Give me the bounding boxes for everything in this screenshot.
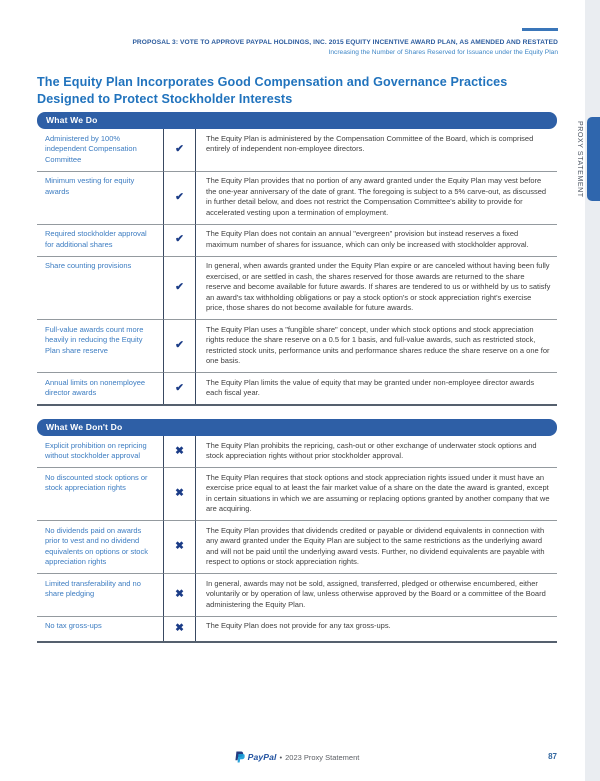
x-icon: ✖ [163,520,196,573]
row-label: Full-value awards count more heavily in reducing the Equity Plan share reserve [37,319,163,372]
row-label: No tax gross-ups [37,616,163,642]
footer-separator: • [279,752,283,762]
paypal-logo-icon [235,751,245,763]
check-icon: ✔ [163,319,196,372]
row-description: The Equity Plan requires that stock options and stock appreciation rights issued under it must have an exercise price equal to at least the fair market value of a share on the date the award is granted, except in certain situations in which we are assuming or replacing options granted by another company that we are acquiring. [196,467,557,520]
row-label: No discounted stock options or stock appreciation rights [37,467,163,520]
table-row [37,573,557,616]
table-row [37,224,557,256]
row-label: Limited transferability and no share pledging [37,573,163,616]
what-we-do-table [37,112,557,406]
row-label: Share counting provisions [37,256,163,320]
table-row [37,436,557,467]
footer-brand-wordmark: PayPal [247,752,277,762]
check-icon: ✔ [163,256,196,320]
page-number: 87 [548,752,557,761]
x-icon: ✖ [163,616,196,642]
proposal-header-line1: PROPOSAL 3: VOTE TO APPROVE PAYPAL HOLDINGS, INC. 2015 EQUITY INCENTIVE AWARD PLAN, AS AMENDED AND RESTATED [132,39,558,46]
row-description: The Equity Plan does not provide for any tax gross-ups. [196,616,557,642]
table-row [37,520,557,573]
table-row [37,129,557,171]
what-we-do-header: What We Do [37,112,557,129]
x-icon: ✖ [163,573,196,616]
row-label: Annual limits on nonemployee director awards [37,372,163,404]
row-description: The Equity Plan provides that dividends credited or payable or dividend equivalents in connection with any award granted under the Equity Plan are subject to the same restrictions as the underlying award and will not be paid until the underlying award vests. Further, no dividend equivalents are payable with respect to options or stock appreciation rights. [196,520,557,573]
x-icon: ✖ [163,436,196,467]
row-description: The Equity Plan limits the value of equity that may be granted under non-employee director awards each fiscal year. [196,372,557,404]
row-label: No dividends paid on awards prior to vest and no dividend equivalents on options or stock appreciation rights [37,520,163,573]
table-row [37,319,557,372]
row-description: The Equity Plan uses a "fungible share" concept, under which stock options and stock appreciation rights reduce the share reserve on a 0.5 for 1 basis, and full-value awards, such as restricted stock, restricted stock units, performance units and performance shares reduce the share reserve on a one for one basis. [196,319,557,372]
what-we-dont-do-table [37,419,557,643]
row-label: Required stockholder approval for additional shares [37,224,163,256]
row-label: Minimum vesting for equity awards [37,171,163,224]
row-description: The Equity Plan prohibits the repricing, cash-out or other exchange of underwater stock options and stock appreciation rights without prior stockholder approval. [206,440,537,460]
row-description: The Equity Plan does not contain an annual "evergreen" provision but instead reserves a fixed maximum number of shares for issuance, which can only be increased with stockholder approval. [196,224,557,256]
row-description: The Equity Plan provides that no portion of any award granted under the Equity Plan may vest before the one-year anniversary of the date of grant. The foregoing is subject to a 5% carve-out, as discussed in further detail below, and does not restrict the Compensation Committee's ability to provide for accelerated vesting upon a termination of employment. [196,171,557,224]
page-title: The Equity Plan Incorporates Good Compensation and Governance Practices Designed to Protect Stockholder Interests [37,75,508,106]
what-we-do-rows [37,129,557,406]
proposal-header-line2: Increasing the Number of Shares Reserved for Issuance under the Equity Plan [328,48,558,56]
proxy-statement-tab-label: PROXY STATEMENT [576,120,583,198]
check-icon: ✔ [163,224,196,256]
row-label: Explicit prohibition on repricing without stockholder approval [45,440,147,460]
what-we-dont-do-rows [37,436,557,643]
row-description: In general, awards may not be sold, assigned, transferred, pledged or otherwise encumbered, either voluntarily or by operation of law, unless otherwise approved by the Board or a committee of the Board administering the Equity Plan. [196,573,557,616]
running-header [132,21,558,56]
footer-statement-text: 2023 Proxy Statement [285,752,360,762]
x-icon: ✖ [163,467,196,520]
check-icon: ✔ [163,171,196,224]
row-label: Administered by 100% independent Compensation Committee [45,133,137,164]
what-we-dont-do-header: What We Don't Do [37,419,557,436]
row-description: In general, when awards granted under the Equity Plan expire or are canceled without having been fully exercised, or are settled in cash, the shares reserved for those awards are returned to the share reserve and become available for future awards. If shares are tendered to us or withheld by us to satisfy an award's tax withholding obligations or pay a stock option's or stock appreciation right's exercise price, those shares do not become available for future awards. [196,256,557,320]
check-icon: ✔ [163,372,196,404]
table-row [37,616,557,642]
check-icon: ✔ [163,129,196,171]
row-description: The Equity Plan is administered by the Compensation Committee of the Board, which is comprised entirely of independent non-employee directors. [206,133,534,153]
footer-brand [235,751,360,763]
table-row [37,256,557,320]
governance-tables [37,112,557,643]
proxy-statement-tab[interactable] [587,117,600,201]
table-row [37,467,557,520]
table-row [37,372,557,404]
table-row [37,171,557,224]
page-footer [37,751,557,765]
header-accent-rule [522,28,558,31]
